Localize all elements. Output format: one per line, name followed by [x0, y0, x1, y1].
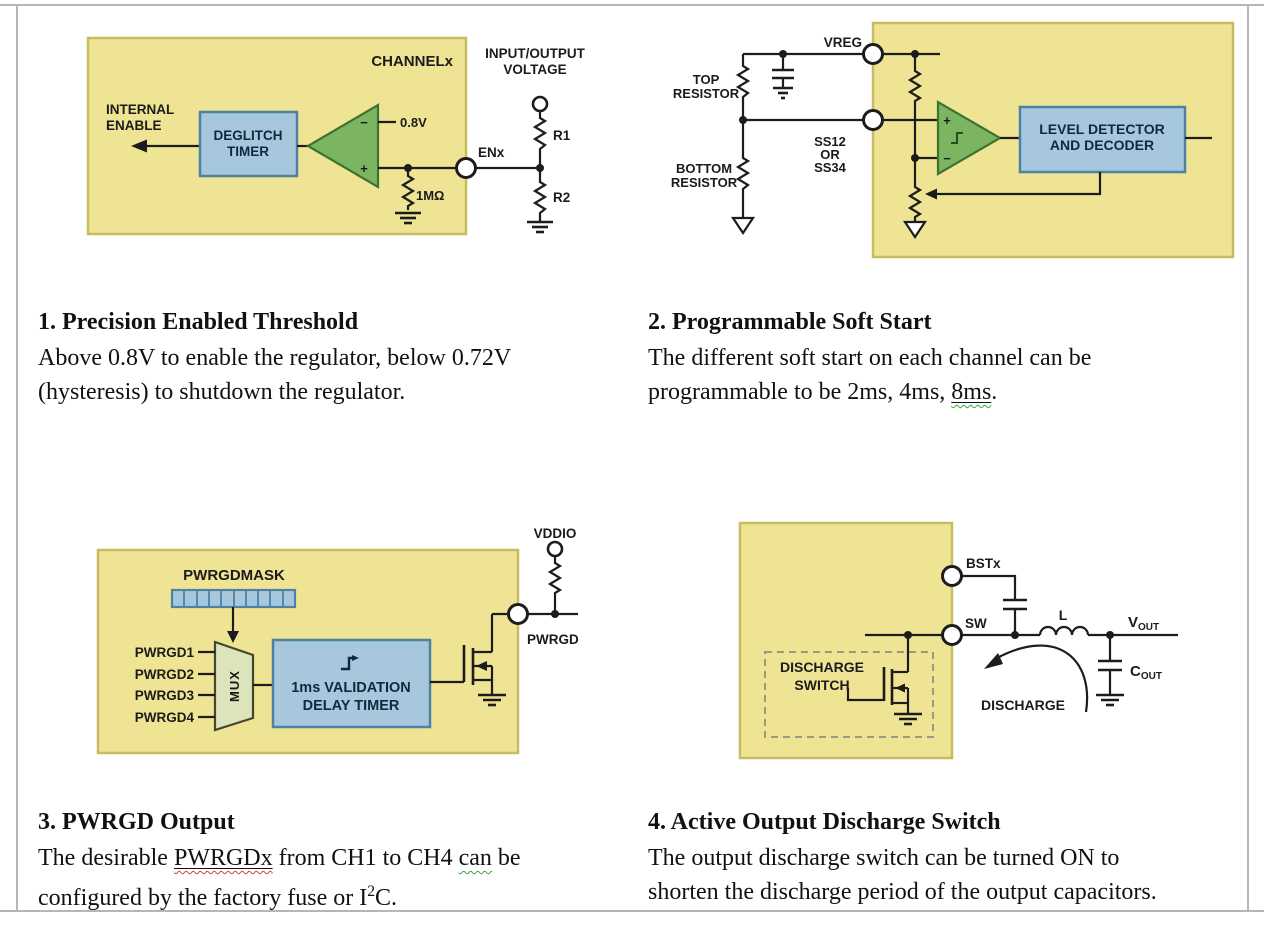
junction-dot: [551, 610, 559, 618]
diagram-discharge-switch: [740, 523, 1178, 758]
comparator-plus-label: +: [360, 161, 368, 176]
caption-3-superscript: 2: [367, 883, 375, 900]
bottom-resistor-icon: [738, 120, 748, 218]
enx-terminal: [457, 159, 476, 178]
ground-icon: [527, 222, 553, 232]
caption-2-line2-pre: programmable to be 2ms, 4ms,: [648, 379, 952, 405]
caption-4: [648, 803, 1157, 909]
caption-3-line2-post: C.: [375, 885, 398, 911]
vddio-label: VDDIO: [533, 526, 577, 541]
caption-4-line2: shorten the discharge period of the output capacitors.: [648, 879, 1157, 905]
sw-terminal: [943, 626, 962, 645]
caption-3-line1-mid: from CH1 to CH4: [272, 845, 459, 871]
caption-1-line1: Above 0.8V to enable the regulator, below 0.72V: [38, 345, 512, 371]
ground-open-icon: [733, 218, 753, 233]
pullup-resistor-icon: [550, 556, 560, 614]
r2-resistor-icon: [535, 168, 545, 221]
internal-enable-label-2: ENABLE: [106, 118, 162, 133]
vout-label: $V_{OUT}$: [1128, 614, 1160, 633]
pwrgd1-label: PWRGD1: [134, 645, 194, 660]
diagram-precision-enable: [88, 38, 586, 234]
io-terminal: [533, 97, 547, 111]
discharge-switch-label-1: DISCHARGE: [779, 659, 865, 675]
caption-3-line2-pre: configured by the factory fuse or I: [38, 885, 368, 911]
ss-label-2: OR: [820, 147, 840, 162]
caption-3-pwrgdx-marked: PWRGDx: [173, 845, 273, 871]
top-resistor-label-1: TOP: [692, 72, 720, 87]
pwrgd2-label: PWRGD2: [134, 667, 194, 682]
sw-label: SW: [965, 616, 987, 631]
caption-1-line2: (hysteresis) to shutdown the regulator.: [38, 379, 406, 405]
caption-3: [38, 803, 521, 915]
io-voltage-label-2: VOLTAGE: [503, 62, 567, 77]
top-resistor-label-2: RESISTOR: [672, 86, 740, 101]
mux-label: MUX: [227, 670, 242, 702]
caption-2: [648, 303, 1091, 409]
pwrgd-label: PWRGD: [527, 632, 579, 647]
vddio-terminal: [548, 542, 562, 556]
deglitch-label-1: DEGLITCH: [213, 128, 283, 143]
caption-4-heading: 4. Active Output Discharge Switch: [648, 809, 1001, 835]
caption-3-line2: [38, 875, 521, 915]
r1-label: R1: [553, 128, 571, 143]
caption-4-line1: The output discharge switch can be turned ON to: [648, 845, 1120, 871]
bstx-label: BSTx: [966, 556, 1001, 571]
diagram-pwrgd-output: [98, 526, 579, 753]
bottom-resistor-label-2: RESISTOR: [670, 175, 738, 190]
top-resistor-icon: [738, 54, 748, 120]
r1-resistor-icon: [535, 114, 545, 168]
pwrgd4-label: PWRGD4: [134, 710, 194, 725]
ss-label-3: SS34: [814, 160, 846, 175]
caption-1: [38, 303, 511, 409]
caption-2-8ms-marked: 8ms: [951, 379, 992, 405]
level-detector-label-1: LEVEL DETECTOR: [1039, 121, 1165, 137]
ground-icon: [773, 88, 793, 98]
vref-label: 0.8V: [400, 115, 427, 130]
comparator-minus-label: −: [360, 115, 368, 130]
inductor-icon: [1040, 627, 1088, 635]
ground-icon: [1096, 695, 1124, 705]
vreg-terminal: [864, 45, 883, 64]
timer-label-2: DELAY TIMER: [302, 698, 400, 714]
comparator-minus-label: −: [943, 151, 951, 166]
caption-2-line1: The different soft start on each channel can be: [648, 345, 1092, 371]
vreg-label: VREG: [823, 35, 862, 50]
junction-dot: [1011, 631, 1019, 639]
enx-label: ENx: [478, 145, 505, 160]
inductor-label: L: [1058, 607, 1068, 623]
pwrgdmask-label: PWRGDMASK: [183, 567, 285, 584]
caption-2-line2-post: .: [991, 379, 998, 405]
caption-3-heading: 3. PWRGD Output: [38, 809, 235, 835]
caption-3-line1-post: be: [491, 845, 521, 871]
pulldown-resistor-label: 1MΩ: [416, 188, 445, 203]
channelx-label: CHANNELx: [371, 53, 453, 70]
caption-3-line1-pre: The desirable: [38, 845, 174, 871]
cout-label: $C_{OUT}$: [1130, 663, 1162, 682]
bst-cap-wire: [962, 576, 1016, 599]
r2-label: R2: [553, 190, 571, 205]
discharge-block: [740, 523, 952, 758]
caption-2-line2: [648, 375, 1091, 409]
caption-3-can-marked: can: [458, 845, 492, 871]
timer-label-1: 1ms VALIDATION: [291, 680, 411, 696]
ss-terminal: [864, 111, 883, 130]
caption-2-heading: 2. Programmable Soft Start: [648, 309, 932, 335]
bottom-resistor-label-1: BOTTOM: [675, 161, 733, 176]
internal-enable-label-1: INTERNAL: [106, 102, 175, 117]
ss-label-1: SS12: [814, 134, 846, 149]
pwrgd3-label: PWRGD3: [134, 688, 194, 703]
level-detector-label-2: AND DECODER: [1049, 137, 1155, 153]
comparator-plus-label: +: [943, 113, 951, 128]
discharge-switch-label-2: SWITCH: [794, 677, 850, 693]
diagram-soft-start: [671, 23, 1233, 257]
caption-1-heading: 1. Precision Enabled Threshold: [38, 309, 359, 335]
caption-3-line1: [38, 841, 521, 875]
pwrgd-terminal: [509, 605, 528, 624]
io-voltage-label-1: INPUT/OUTPUT: [485, 46, 585, 61]
bstx-terminal: [943, 567, 962, 586]
discharge-label: DISCHARGE: [980, 697, 1066, 713]
deglitch-label-2: TIMER: [227, 144, 269, 159]
